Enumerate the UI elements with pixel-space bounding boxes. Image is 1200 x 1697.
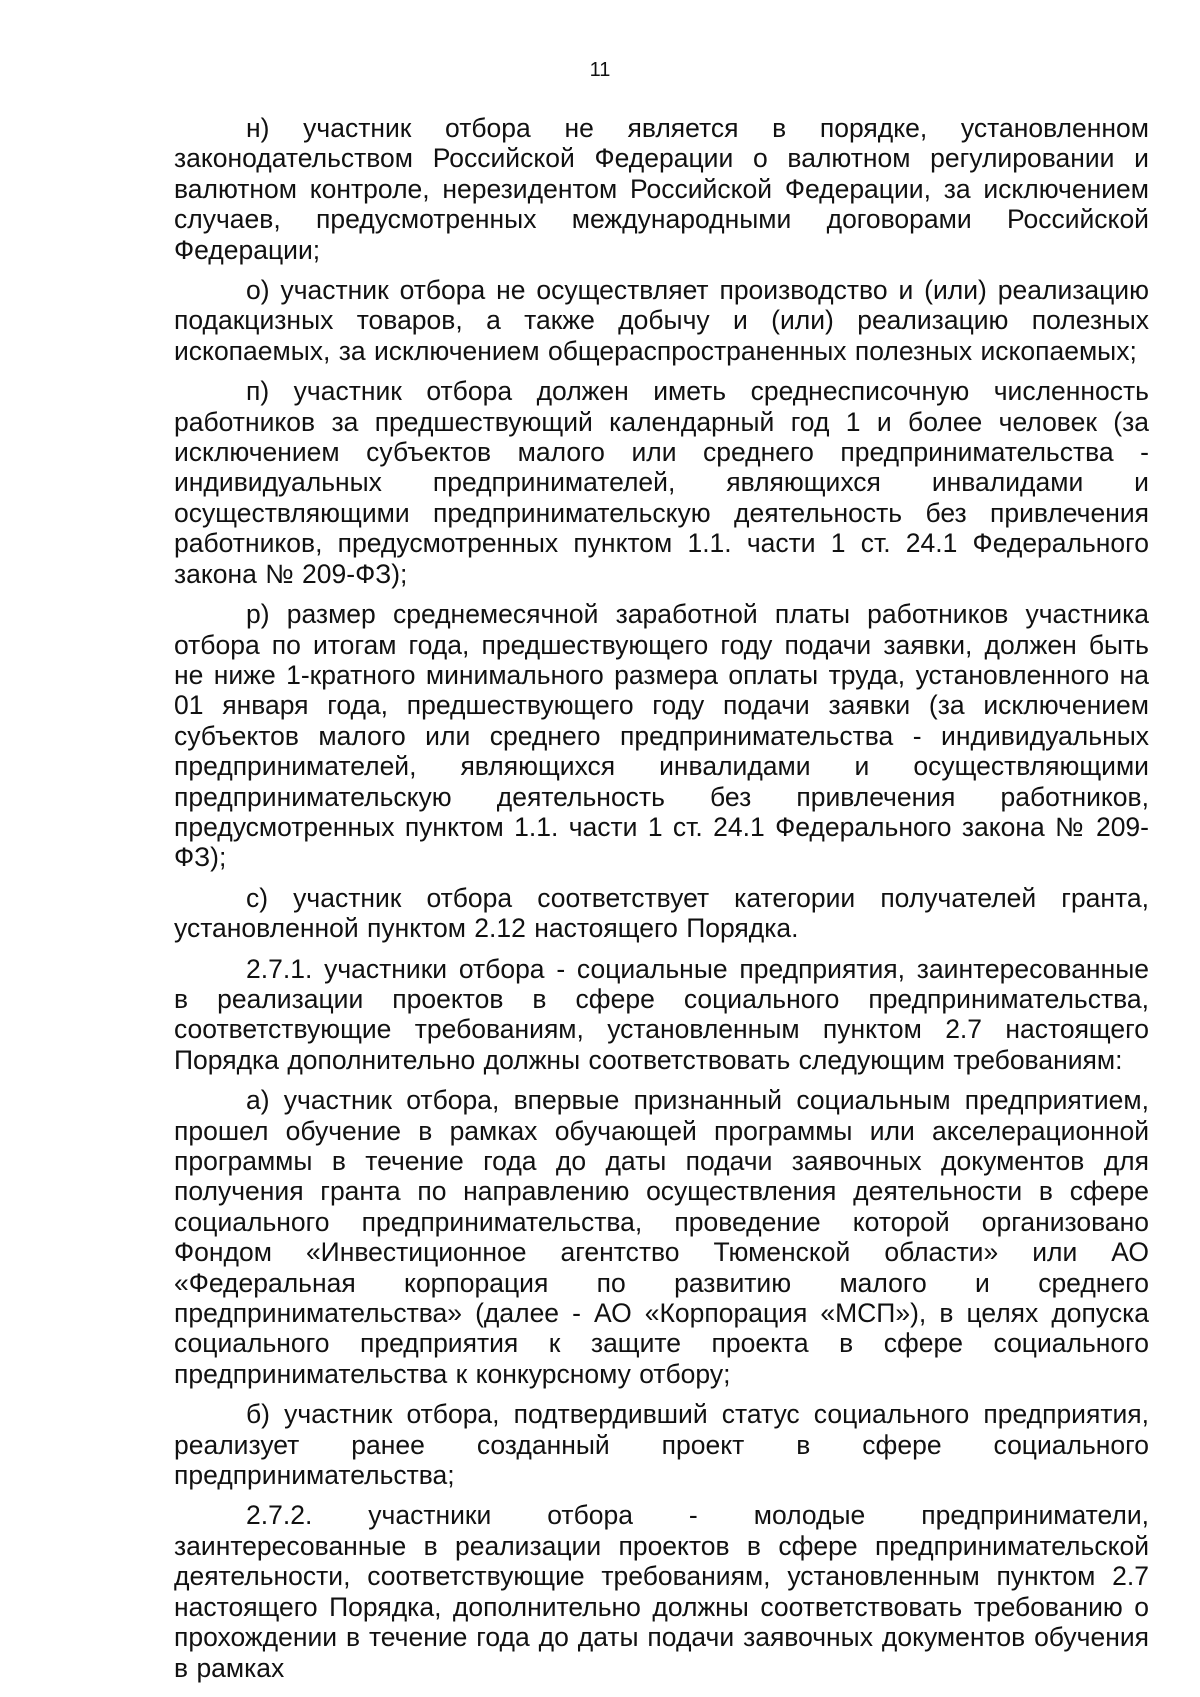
paragraph-b: б) участник отбора, подтвердивший статус социального предприятия, реализует ранее созданный проект в сфере социального предпринимательства;: [174, 1399, 1149, 1491]
paragraph-p: п) участник отбора должен иметь среднесписочную численность работников за предшествующий календарный год 1 и более человек (за исключением субъектов малого или среднего предпринимательства - индивидуальных предпринимателей, являющихся инвалидами и осуществляющими предпринимательскую деятельность без привлечения работников, предусмотренных пунктом 1.1. части 1 ст. 24.1 Федерального закона № 209-ФЗ);: [174, 376, 1149, 589]
paragraph-2-7-1: 2.7.1. участники отбора - социальные предприятия, заинтересованные в реализации проектов в сфере социального предпринимательства, соответствующие требованиям, установленным пунктом 2.7 настоящего Порядка дополнительно должны соответствовать следующим требованиям:: [174, 953, 1149, 1075]
page-number: 11: [589, 59, 611, 81]
paragraph-n: н) участник отбора не является в порядке, установленном законодательством Российской Федерации о валютном регулировании и валютном контроле, нерезидентом Российской Федерации, за исключением случаев, предусмотренных международными договорами Российской Федерации;: [174, 113, 1149, 265]
document-body: [174, 113, 1149, 1683]
paragraph-2-7-2: 2.7.2. участники отбора - молодые предприниматели, заинтересованные в реализации проектов в сфере предпринимательской деятельности, соответствующие требованиям, установленным пунктом 2.7 настоящего Порядка, дополнительно должны соответствовать требованию о прохождении в течение года до даты подачи заявочных документов обучения в рамках: [174, 1500, 1149, 1683]
paragraph-r: р) размер среднемесячной заработной платы работников участника отбора по итогам года, предшествующего году подачи заявки, должен быть не ниже 1-кратного минимального размера оплаты труда, установленного на 01 января года, предшествующего году подачи заявки (за исключением субъектов малого или среднего предпринимательства - индивидуальных предпринимателей, являющихся инвалидами и осуществляющими предпринимательскую деятельность без привлечения работников, предусмотренных пунктом 1.1. части 1 ст. 24.1 Федерального закона № 209-ФЗ);: [174, 599, 1149, 873]
paragraph-s: с) участник отбора соответствует категории получателей гранта, установленной пунктом 2.12 настоящего Порядка.: [174, 882, 1149, 944]
paragraph-o: о) участник отбора не осуществляет производство и (или) реализацию подакцизных товаров, а также добычу и (или) реализацию полезных ископаемых, за исключением общераспространенных полезных ископаемых;: [174, 275, 1149, 366]
paragraph-a: а) участник отбора, впервые признанный социальным предприятием, прошел обучение в рамках обучающей программы или акселерационной программы в течение года до даты подачи заявочных документов для получения гранта по направлению осуществления деятельности в сфере социального предпринимательства, проведение которой организовано Фондом «Инвестиционное агентство Тюменской области» или АО «Федеральная корпорация по развитию малого и среднего предпринимательства» (далее - АО «Корпорация «МСП»), в целях допуска социального предприятия к защите проекта в сфере социального предпринимательства к конкурсному отбору;: [174, 1085, 1149, 1389]
